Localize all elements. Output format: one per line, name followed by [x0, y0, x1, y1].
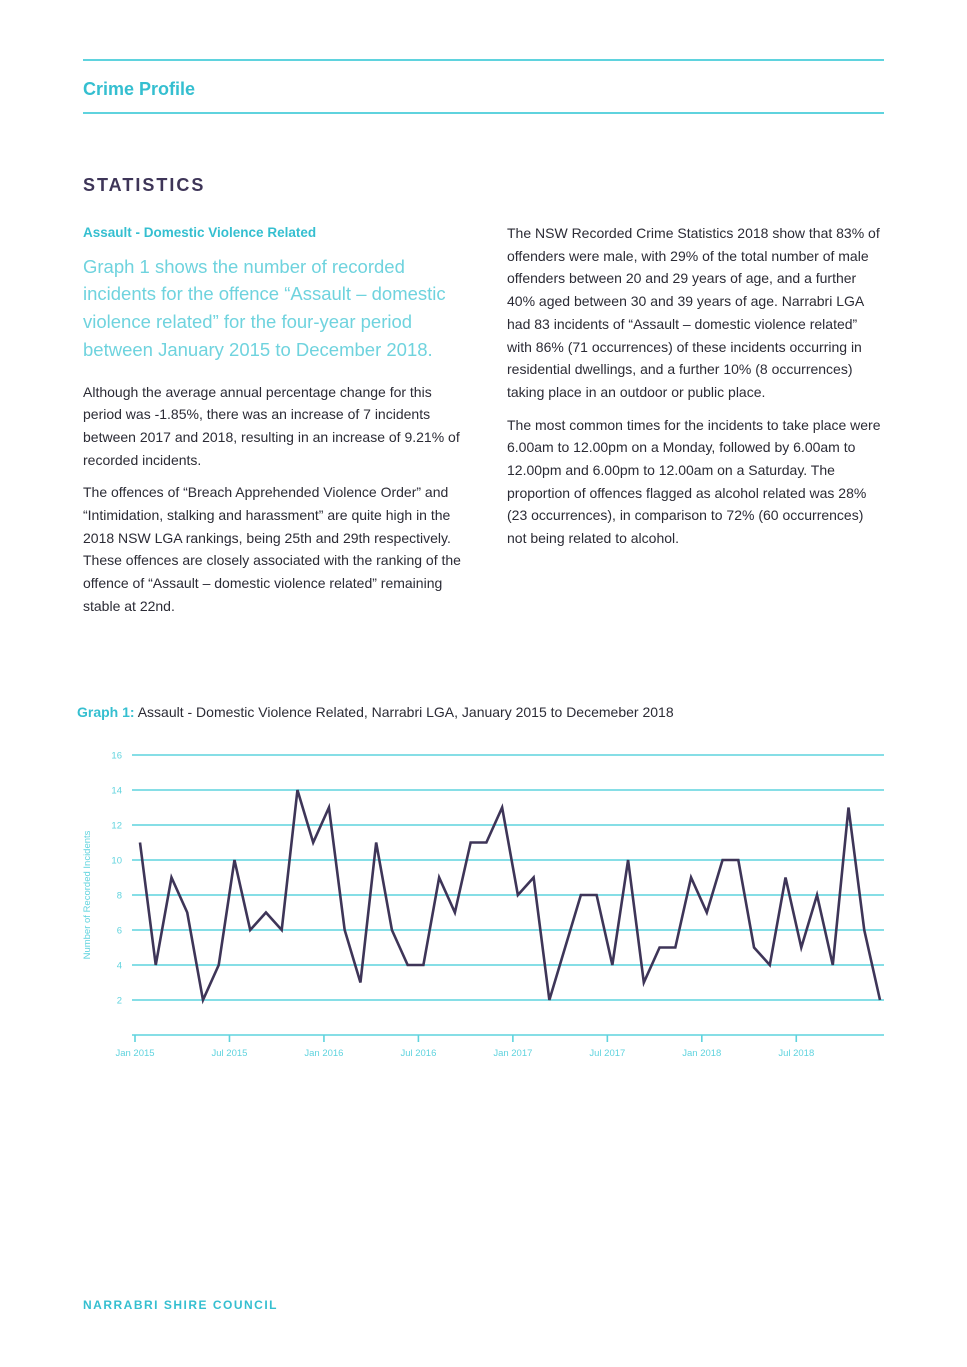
- x-axis: [132, 1035, 884, 1042]
- x-tick-label: Jan 2018: [682, 1048, 722, 1059]
- y-tick-labels: [111, 751, 122, 1007]
- graph-caption-label: Graph 1:: [77, 704, 135, 720]
- y-tick-label: 8: [116, 890, 122, 902]
- x-tick-label: Jul 2015: [211, 1048, 248, 1059]
- y-axis-label: Number of Recorded Incidents: [82, 830, 93, 960]
- graph-caption: [77, 704, 674, 720]
- y-tick-label: 10: [111, 855, 122, 867]
- incidents-line-chart: [70, 740, 890, 1070]
- right-paragraph-2: The most common times for the incidents to take place were 6.00am to 12.00pm on a Monday, followed by 6.00am to 12.00pm and 6.00pm to 12.00am on a Saturday. The proportion of offences flagged as alcohol related was 28% (23 occurrences), in comparison to 72% (60 occurrences) not being related to alcohol.: [507, 416, 881, 547]
- y-tick-label: 4: [116, 960, 122, 972]
- statistics-heading: STATISTICS: [83, 175, 206, 195]
- lead-paragraph: Graph 1 shows the number of recorded incidents for the offence “Assault – domestic violence related” for the four-year period between January 2015 to December 2018.: [83, 255, 446, 360]
- x-tick-label: Jan 2017: [493, 1048, 533, 1059]
- left-paragraph-2: The offences of “Breach Apprehended Violence Order” and “Intimidation, stalking and harassment” are quite high in the 2018 NSW LGA rankings, being 25th and 29th respectively. These offences are closely associated with the ranking of the offence of “Assault – domestic violence related” remaining stable at 22nd.: [83, 484, 461, 614]
- footer-org-name: NARRABRI SHIRE COUNCIL: [83, 1298, 278, 1312]
- x-tick-label: Jan 2016: [304, 1048, 344, 1059]
- x-tick-label: Jul 2016: [400, 1048, 437, 1059]
- y-tick-label: 12: [111, 820, 122, 832]
- assault-subheading: Assault - Domestic Violence Related: [83, 225, 317, 240]
- y-tick-label: 16: [111, 750, 122, 762]
- y-tick-label: 14: [111, 785, 122, 797]
- x-tick-label: Jan 2015: [115, 1048, 155, 1059]
- graph-caption-text: Assault - Domestic Violence Related, Narrabri LGA, January 2015 to Decemeber 2018: [134, 704, 674, 720]
- x-tick-labels: [115, 1048, 814, 1059]
- top-rule: [83, 59, 884, 61]
- right-paragraph-1: The NSW Recorded Crime Statistics 2018 show that 83% of offenders were male, with 29% of the total number of male offenders between 20 and 29 years of age, and a further 40% aged between 30 and 39 years of age. Narrabri LGA had 83 incidents of “Assault – domestic violence related” with 86% (71 occurrences) of these incidents occurring in residential dwellings, and a further 10% (8 occurrences) taking place in an outdoor or public place.: [507, 225, 880, 400]
- left-column: [83, 222, 461, 628]
- right-column: [507, 222, 885, 560]
- left-paragraph-1: Although the average annual percentage change for this period was -1.85%, there was an increase of 7 incidents between 2017 and 2018, resulting in an increase of 9.21% of recorded incidents.: [83, 383, 460, 468]
- y-tick-label: 6: [116, 925, 122, 937]
- y-tick-label: 2: [116, 995, 122, 1007]
- x-tick-label: Jul 2017: [589, 1048, 626, 1059]
- section-title: Crime Profile: [83, 79, 196, 99]
- header-bottom-rule: [83, 112, 884, 114]
- x-tick-label: Jul 2018: [778, 1048, 815, 1059]
